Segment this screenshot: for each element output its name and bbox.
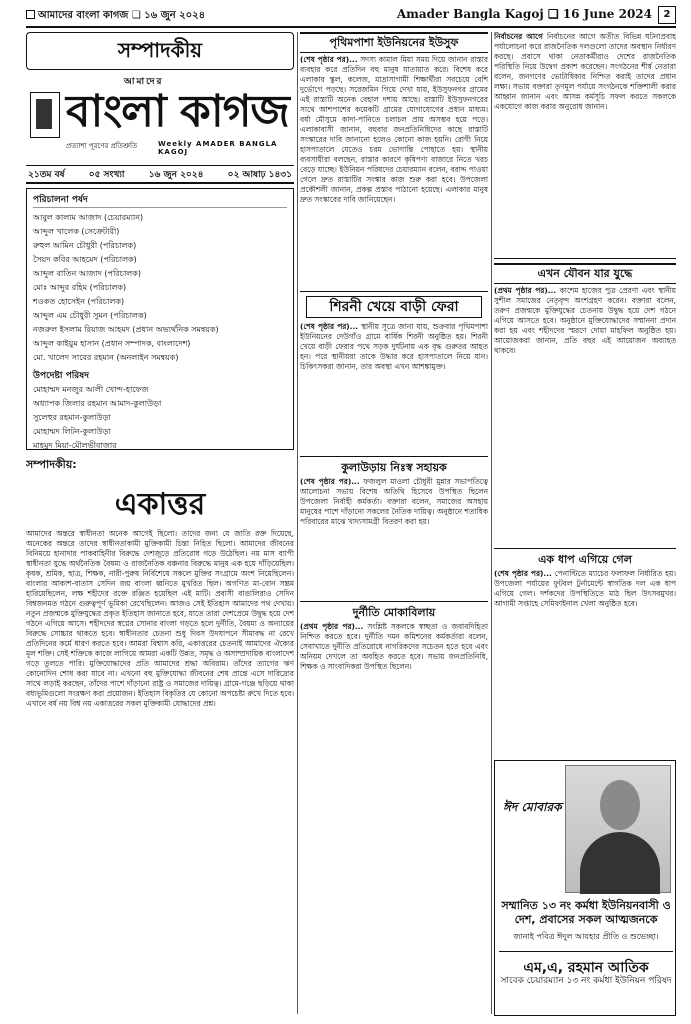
editorial-headline: একাত্তর	[114, 487, 206, 522]
advisor: মোহাম্মদ লিটন-কুলাউড়া	[33, 427, 111, 436]
advisor: সুলেহুর রহমান-কুলাউড়া	[33, 413, 111, 422]
advisor: মাহমুদ মিয়া-মৌলভীবাজার	[33, 441, 117, 450]
masthead-name: বাংলা কাগজ	[66, 86, 289, 137]
issue-year: ২১তম বর্ষ	[28, 169, 65, 180]
ad-person-post: সাবেক চেয়ারম্যান ১৩ নং কর্মধা ইউনিয়ন পরিষদ	[500, 976, 672, 986]
story-text: নির্বাচনের আগে অতীত বিভিন্ন ঘটনাপ্রবাহ পর্যালোচনা করে রাজনৈতিক দলগুলো তাদের অবস্থান নির্ধারণ করছে। প্রবাসে থাকা নেতাকর্মীরাও দেশের রাজনৈতিক পরিস্থিতি নিয়ে উদ্বেগ প্রকাশ করেছেন। সংগঠনের শীর্ষ নেতারা বলেন, জনগণের ভোটাধিকার নিশ্চিত করাই তাদের প্রধান লক্ষ্য। সভায় বক্তারা তৃণমূল পর্যায়ে সংগঠনকে শক্তিশালী করার আহ্বান জানান এবং আসন্ন কর্মসূচি সফল করতে সকলকে একযোগে কাজ করার অনুরোধ জানান।	[494, 32, 676, 111]
story-text: পেনাল্টিতে ম্যাচের ফলাফল নির্ধারিত হয়। উপজেলা পর্যায়ের ফুটবল টুর্নামেন্টে স্বাগতিক দল এক ধাপ এগিয়ে গেল। দর্শকদের উপস্থিতিতে মাঠ ছিল উৎসবমুখর। আগামী সপ্তাহে সেমিফাইনাল খেলা অনুষ্ঠিত হবে।	[494, 569, 676, 608]
board-member: আব্দুল বাতিন আজাদ (পরিচালক)	[33, 269, 141, 278]
story-lead: (প্রথম পৃষ্ঠার পর)...	[300, 622, 364, 631]
story-headline: পৃথিমপাশা ইউনিয়নের ইউসুফ	[300, 32, 488, 53]
story-headline: কুলাউড়ায় নিঃস্ব সহায়ক	[341, 461, 447, 474]
issue-bar	[26, 166, 294, 184]
story-body	[494, 286, 676, 544]
board-of-directors	[26, 188, 294, 450]
header-left	[26, 8, 205, 25]
story-text: কাশেম হাজের পুত্র প্রেরণা এবং স্থানীয় সুশীল সমাজের নেতৃবৃন্দ অংশগ্রহণ করেন। বক্তারা বলেন, তরুণ প্রজন্মকে মুক্তিযুদ্ধের চেতনায় উদ্বুদ্ধ হয়ে দেশ গঠনে এগিয়ে আসতে হবে। অনুষ্ঠানে মুক্তিযোদ্ধাদের সম্মাননা প্রদান করা হয় এবং শহীদদের স্মরণে দোয়া মাহফিল অনুষ্ঠিত হয়। আয়োজকরা জানান, প্রতি বছর এই আয়োজন অব্যাহত থাকবে।	[494, 286, 676, 355]
section-divider	[300, 291, 488, 292]
ad-eid-text: ঈদ মোবারক	[503, 800, 562, 814]
story-text: সদস্য কামাল মিয়া সময় দিয়ে জানান রাস্তার ব্যবহার করে প্রতিদিন বহু মানুষ যাতায়াত করে। বিশেষ করে এলাকার স্কুল, কলেজ, মাদ্রাসাগামী শিক্ষার্থীরা সবচেয়ে বেশি দুর্ভোগে পড়ছে। সরেজমিন গিয়ে দেখা যায়, ইউসুফনগর গ্রামের এই রাস্তাটি অনেক বেহাল দশায় আছে। রাস্তাটি ইউসুফনগরের সাথে আশপাশের কয়েকটি গ্রামের যোগাযোগের প্রধান মাধ্যম। বর্ষা মৌসুমে কাদা-পানিতে চলাচল প্রায় অসম্ভব হয়ে পড়ে। এলাকাবাসী জানান, বহুবার জনপ্রতিনিধিদের কাছে রাস্তাটি সংস্কারের দাবি জানানো হলেও কোনো কাজ হয়নি। রোগী নিয়ে হাসপাতালে যেতেও চরম ভোগান্তি পোহাতে হয়। স্থানীয় ব্যবসায়ীরা বলছেন, রাস্তার কারণে কৃষিপণ্য বাজারে নিতে খরচ বেড়ে যাচ্ছে। ইউনিয়ন পরিষদের চেয়ারম্যান বলেন, বরাদ্দ পাওয়া গেলে দ্রুত রাস্তাটির সংস্কার কাজ শুরু করা হবে। উপজেলা প্রকৌশলী জানান, প্রকল্প প্রস্তাব পাঠানো হয়েছে। এলাকার মানুষ দ্রুত সংস্কারের দাবি জানিয়েছেন।	[300, 55, 488, 204]
editorial-body: আমাদের অন্তরে স্বাধীনতা অনেক আগেই ছিলো। তাদের জন্য যে জাতি রক্ত দিয়েছে, অনেকের অন্তরে তাদের স্বাধীনতাকামী মুক্তিকামী চিন্তা নিহিত ছিলো। আমাদের জীবনের বিনিময়ে হানাদার পাকবাহিনীর বিরুদ্ধে দেশজুড়ে প্রতিরোধ গড়ে উঠেছিল। নয় মাস ব্যাপী স্বাধীনতা যুদ্ধে অর্থনৈতিক বৈষম্য ও রাজনৈতিক বঞ্চনার বিরুদ্ধে মানুষ এক হয়ে দাঁড়িয়েছিল। কৃষক, শ্রমিক, ছাত্র, শিক্ষক, নারী-পুরুষ নির্বিশেষে সকলে মুক্তির সংগ্রামে অংশ নিয়েছিলেন। বাংলার আকাশ-বাতাস সেদিন জয় বাংলা ধ্বনিতে মুখরিত ছিল। অগণিত মা-বোন সম্ভ্রম হারিয়েছিলেন, লক্ষ শহীদের রক্তে রঞ্জিত হয়েছিল এই মাটি। প্রবাসী বাঙালিরাও সেদিন বিশ্বজনমত গঠনে গুরুত্বপূর্ণ ভূমিকা রেখেছিলেন। আজও সেই ইতিহাস আমাদের পথ দেখায়। নতুন প্রজন্মকে মুক্তিযুদ্ধের প্রকৃত ইতিহাস জানাতে হবে, যাতে তারা দেশপ্রেমে উদ্বুদ্ধ হয়ে দেশ গঠনে এগিয়ে আসে। শহীদদের স্বপ্নের সোনার বাংলা গড়তে হলে দুর্নীতি, বৈষম্য ও অন্যায়ের বিরুদ্ধে সোচ্চার থাকতে হবে। স্বাধীনতার চেতনা শুধু দিবস উদযাপনে সীমাবদ্ধ না রেখে প্রতিদিনের কর্মে ধারণ করতে হবে। আমরা বিশ্বাস করি, একাত্তরের চেতনাই আমাদের ঐক্যের মূল শক্তি। সেই শক্তিকে কাজে লাগিয়ে আমরা একটি উন্নত, সমৃদ্ধ ও অসাম্প্রদায়িক বাংলাদেশ গড়ে তুলতে পারি। মুক্তিযোদ্ধাদের প্রতি আমাদের শ্রদ্ধা অবিরাম। তাঁদের ত্যাগের ঋণ কোনোদিন শোধ করা যাবে না। এখনো বহু মুক্তিযোদ্ধা জীবনের শেষ প্রান্তে এসে দারিদ্র্যের সাথে লড়াই করছেন, তাঁদের পাশে দাঁড়ানো রাষ্ট্র ও সমাজের দায়িত্ব। গ্রামে-গঞ্জে ছড়িয়ে থাকা বধ্যভূমিগুলো সংরক্ষণ করা প্রয়োজন। ইতিহাস বিকৃতির যে কোনো অপচেষ্টা রুখে দিতে হবে। এখানে বর্ষ নয় বিশ্ব নয় একাত্তরের সকল মুক্তিকামী যোদ্ধাদের প্রশ্ন।	[26, 529, 294, 708]
story-text: সংশ্লিষ্ট সকলকে স্বচ্ছতা ও জবাবদিহিতা নিশ্চিত করতে হবে। দুর্নীতি দমন কমিশনের কর্মকর্তারা বলেন, সেবাখাতে দুর্নীতি প্রতিরোধে নাগরিকদের সচেতন হতে হবে এবং অনিয়ম দেখলে তা অবহিত করতে হবে। সভায় জনপ্রতিনিধি, শিক্ষক ও সাংবাদিকরা উপস্থিত ছিলেন।	[300, 622, 488, 671]
issue-date: ১৬ জুন ২০২৪	[148, 169, 204, 180]
page-header-strip	[26, 6, 676, 28]
header-left-text: আমাদের বাংলা কাগজ ❑ ১৬ জুন ২০২৪	[38, 10, 206, 21]
person-body-icon	[580, 832, 660, 894]
ad-greeting-line2: জানাই পবিত্র ঈদুল আযহার প্রীতি ও শুভেচ্ছা।	[513, 932, 659, 941]
section-divider	[300, 601, 488, 602]
story-lead: নির্বাচনের আগে	[494, 32, 543, 41]
person-photo	[565, 765, 671, 893]
board-member: মোঃ আব্দুর রহিম (পরিচালক)	[33, 283, 127, 292]
story-body	[494, 32, 676, 254]
story-body	[300, 322, 488, 452]
story-body	[300, 477, 488, 597]
issue-number: ০৫ সংখ্যা	[88, 169, 125, 180]
person-head-icon	[600, 780, 640, 830]
story-headline: শিরনী খেয়ে বাড়ী ফেরা	[306, 296, 482, 318]
editorial-label: সম্পাদকীয়:	[26, 458, 77, 471]
issue-bangla-date: ০২ আষাঢ় ১৪৩১	[227, 169, 292, 180]
story-body	[300, 55, 488, 287]
story-headline: এক ধাপ এগিয়ে গেল	[538, 553, 632, 566]
board-heading: পরিচালনা পর্ষদ	[33, 193, 287, 208]
section-divider	[494, 258, 676, 259]
board-member: আবুল কালাম আজাদ (চেয়ারম্যান)	[33, 213, 144, 222]
board-member: শওকত হোসেইন (পরিচালক)	[33, 297, 125, 306]
header-right-text: Amader Bangla Kagoj ❑ 16 June 2024	[396, 7, 652, 21]
editorial-banner: সম্পাদকীয়	[26, 32, 294, 70]
story-body	[494, 569, 676, 709]
board-member: মো. খালেদ সাবের রহমান (অনলাইন সমন্বয়ক)	[33, 353, 179, 362]
left-column	[26, 32, 294, 1014]
middle-column	[300, 32, 488, 1014]
story-lead: (শেষ পৃষ্ঠার পর)...	[300, 55, 358, 64]
section-divider	[494, 548, 676, 549]
masthead-tagline: প্রত্যাশা পূরণের প্রতিশ্রুতি	[66, 142, 138, 150]
masthead-weekly: Weekly AMADER BANGLA KAGOJ	[158, 140, 278, 156]
masthead-logo-icon	[30, 92, 60, 138]
eid-greeting-ad	[494, 760, 676, 1016]
masthead-amader: আমাদের	[124, 77, 164, 87]
board-member: রুহুল আমিন চৌধুরী (পরিচালক)	[33, 241, 137, 250]
board-member: আব্দুল কাইয়ুম হাসান (প্রধান সম্পাদক, বাংলাদেশ)	[33, 339, 191, 348]
advisor: অধ্যাপক জিলার রহমান আমাদ-কুলাউড়া	[33, 399, 162, 408]
board-member: নজরুল ইসলাম রিয়াজ আহমদ (প্রধান অভ্যর্থনিক সমন্বয়ক)	[33, 325, 219, 334]
story-lead: (শেষ পৃষ্ঠার পর)...	[300, 322, 359, 331]
advisors-heading: উপদেষ্টা পরিষদ	[33, 371, 89, 381]
board-member: আব্দুল খালেক (সেক্রেটারী)	[33, 227, 120, 236]
story-text: ফজলুল মাওলা চৌধুরী মুন্নার সভাপতিত্বে আলোচনা সভায় বিশেষ অতিথি হিসেবে উপস্থিত ছিলেন উপজেলা নির্বাহী কর্মকর্তা। বক্তারা বলেন, সমাজের অসহায় মানুষের পাশে দাঁড়ানো সকলের নৈতিক দায়িত্ব। অনুষ্ঠানে শতাধিক পরিবারের মাঝে খাদ্যসামগ্রী বিতরণ করা হয়।	[300, 477, 488, 526]
advisor: মোহাম্মদ মনজুর আলী খোন্দ-হাফেজ	[33, 385, 149, 394]
page-number: 2	[658, 6, 676, 24]
ad-person-name: এম,এ, রহমান আতিক	[499, 951, 673, 980]
column-divider	[491, 32, 492, 1014]
story-headline: দুর্নীতি মোকাবিলায়	[352, 606, 436, 619]
story-lead: (প্রথম পৃষ্ঠার পর)...	[494, 286, 557, 295]
story-text: স্থানীয় সূত্রে জানা যায়, শুক্রবার পৃথিমপাশা ইউনিয়নের দেউগাঁও গ্রামে বার্ষিক শিরনী অনুষ্ঠিত হয়। শিরনী খেয়ে বাড়ী ফেরার পথে সড়ক দুর্ঘটনায় এক বৃদ্ধ গুরুতর আহত হন। পরে স্থানীয়রা তাকে উদ্ধার করে হাসপাতালে নিয়ে যান। চিকিৎসকরা জানান, তার অবস্থা এখন আশঙ্কামুক্ত।	[300, 322, 488, 371]
section-divider	[300, 456, 488, 457]
ad-greeting: সম্মানিত ১৩ নং কর্মধা ইউনিয়নবাসী ও দেশ, প্রবাসের সকল আত্মজনকে	[501, 899, 671, 926]
story-lead: (শেষ পৃষ্ঠার পর)...	[300, 477, 360, 486]
checkbox-square-icon	[26, 10, 35, 19]
masthead	[26, 74, 294, 166]
column-divider	[297, 32, 298, 1014]
story-body	[300, 622, 488, 782]
board-member: সৈয়দ কবির আহমেদ (পরিচালক)	[33, 255, 137, 264]
story-headline: এখন যৌবন যার যুদ্ধে	[494, 263, 676, 284]
board-member: আব্দুল এম চৌধুরী সুমন (পরিচালক)	[33, 311, 147, 320]
story-lead: (শেষ পৃষ্ঠার পর)...	[494, 569, 552, 578]
